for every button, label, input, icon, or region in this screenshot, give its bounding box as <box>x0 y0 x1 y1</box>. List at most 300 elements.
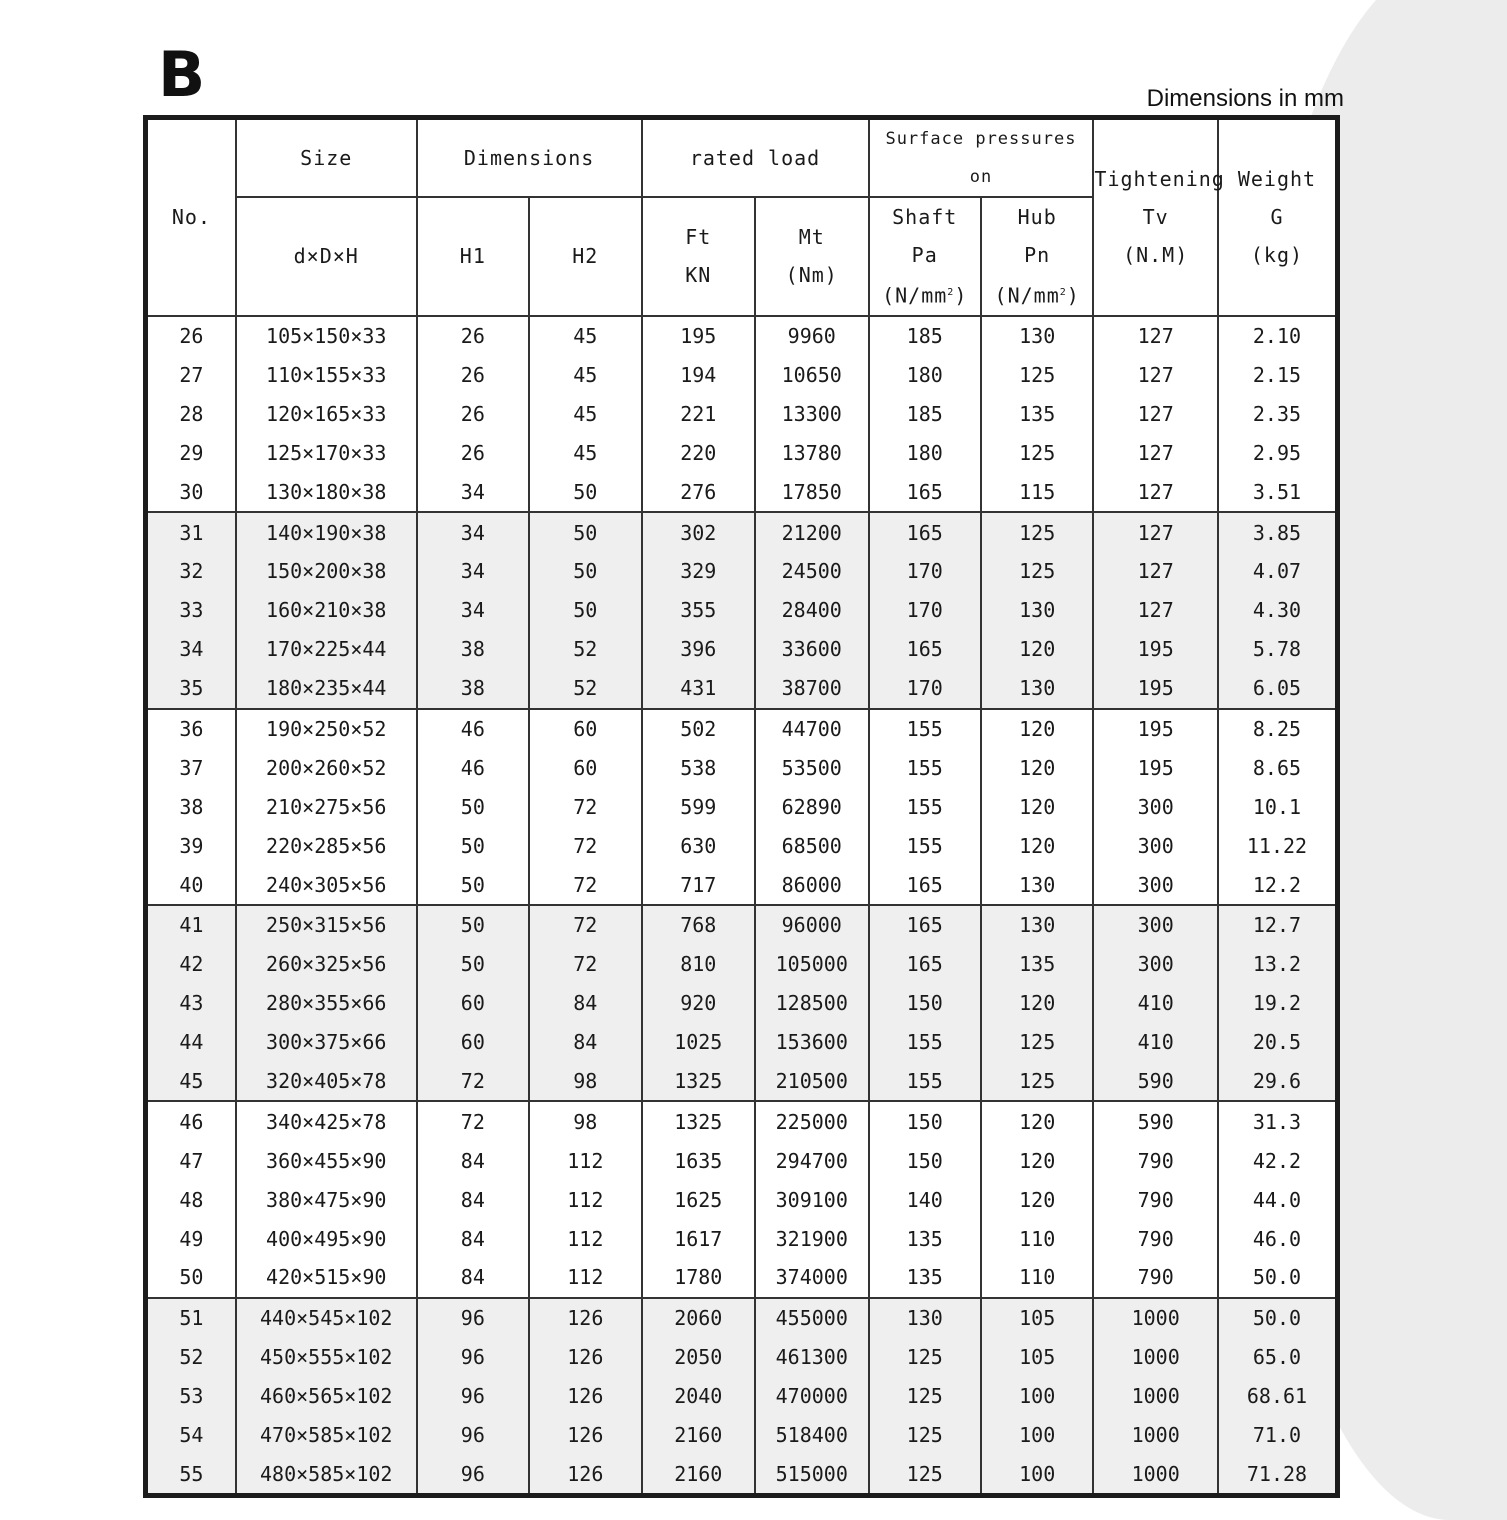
cell-no: 32 <box>146 552 236 591</box>
table-row <box>146 552 1338 591</box>
cell-h1: 34 <box>417 552 529 591</box>
cell-ft: 276 <box>642 472 755 512</box>
cell-pa: 185 <box>869 316 981 356</box>
cell-no: 44 <box>146 1023 236 1062</box>
cell-ft: 220 <box>642 433 755 472</box>
cell-pa: 155 <box>869 709 981 749</box>
table-row <box>146 865 1338 905</box>
cell-pn: 120 <box>981 748 1093 787</box>
cell-h2: 50 <box>529 591 641 630</box>
cell-size: 105×150×33 <box>236 316 417 356</box>
cell-no: 45 <box>146 1062 236 1102</box>
cell-pn: 120 <box>981 1180 1093 1219</box>
table-row <box>146 984 1338 1023</box>
cell-h1: 50 <box>417 787 529 826</box>
table-row <box>146 630 1338 669</box>
section-letter: B <box>158 38 206 111</box>
cell-pn: 120 <box>981 1141 1093 1180</box>
cell-h2: 72 <box>529 865 641 905</box>
cell-g: 11.22 <box>1218 826 1338 865</box>
cell-h2: 45 <box>529 316 641 356</box>
cell-h2: 60 <box>529 709 641 749</box>
cell-h1: 26 <box>417 394 529 433</box>
cell-pa: 165 <box>869 905 981 945</box>
cell-size: 125×170×33 <box>236 433 417 472</box>
cell-h1: 46 <box>417 709 529 749</box>
cell-no: 51 <box>146 1298 236 1338</box>
cell-pn: 110 <box>981 1258 1093 1298</box>
cell-tv: 790 <box>1093 1141 1218 1180</box>
cell-mt: 105000 <box>755 945 868 984</box>
cell-tv: 790 <box>1093 1219 1218 1258</box>
col-dimensions: Dimensions <box>417 118 642 198</box>
cell-h1: 26 <box>417 316 529 356</box>
cell-size: 400×495×90 <box>236 1219 417 1258</box>
cell-mt: 128500 <box>755 984 868 1023</box>
cell-h1: 84 <box>417 1141 529 1180</box>
cell-ft: 1780 <box>642 1258 755 1298</box>
cell-size: 470×585×102 <box>236 1416 417 1455</box>
cell-pa: 170 <box>869 669 981 709</box>
cell-ft: 329 <box>642 552 755 591</box>
col-size: Size <box>236 118 417 198</box>
cell-tv: 300 <box>1093 865 1218 905</box>
cell-g: 50.0 <box>1218 1258 1338 1298</box>
cell-size: 480×585×102 <box>236 1454 417 1495</box>
cell-g: 3.51 <box>1218 472 1338 512</box>
cell-mt: 294700 <box>755 1141 868 1180</box>
cell-tv: 195 <box>1093 709 1218 749</box>
table-row <box>146 1454 1338 1495</box>
col-size-unit: d×D×H <box>236 197 417 316</box>
cell-g: 31.3 <box>1218 1101 1338 1141</box>
cell-pn: 125 <box>981 1062 1093 1102</box>
cell-ft: 1025 <box>642 1023 755 1062</box>
cell-ft: 195 <box>642 316 755 356</box>
cell-no: 29 <box>146 433 236 472</box>
cell-ft: 221 <box>642 394 755 433</box>
cell-pa: 170 <box>869 591 981 630</box>
cell-g: 65.0 <box>1218 1338 1338 1377</box>
cell-ft: 2060 <box>642 1298 755 1338</box>
cell-no: 46 <box>146 1101 236 1141</box>
table-row <box>146 591 1338 630</box>
cell-mt: 13780 <box>755 433 868 472</box>
cell-h1: 34 <box>417 591 529 630</box>
cell-pa: 180 <box>869 433 981 472</box>
cell-tv: 127 <box>1093 472 1218 512</box>
cell-pn: 135 <box>981 945 1093 984</box>
cell-h2: 72 <box>529 826 641 865</box>
table-row <box>146 1298 1338 1338</box>
cell-h2: 72 <box>529 787 641 826</box>
cell-mt: 455000 <box>755 1298 868 1338</box>
cell-size: 320×405×78 <box>236 1062 417 1102</box>
spec-table <box>143 115 1340 1498</box>
cell-mt: 374000 <box>755 1258 868 1298</box>
cell-pn: 120 <box>981 1101 1093 1141</box>
cell-g: 20.5 <box>1218 1023 1338 1062</box>
cell-ft: 1617 <box>642 1219 755 1258</box>
cell-g: 29.6 <box>1218 1062 1338 1102</box>
cell-pa: 135 <box>869 1219 981 1258</box>
cell-no: 30 <box>146 472 236 512</box>
cell-h1: 60 <box>417 984 529 1023</box>
table-row <box>146 433 1338 472</box>
cell-mt: 518400 <box>755 1416 868 1455</box>
cell-tv: 790 <box>1093 1180 1218 1219</box>
cell-pa: 135 <box>869 1258 981 1298</box>
cell-ft: 630 <box>642 826 755 865</box>
cell-pn: 120 <box>981 984 1093 1023</box>
cell-mt: 515000 <box>755 1454 868 1495</box>
cell-ft: 502 <box>642 709 755 749</box>
cell-mt: 17850 <box>755 472 868 512</box>
cell-pn: 125 <box>981 552 1093 591</box>
cell-h1: 96 <box>417 1298 529 1338</box>
cell-no: 43 <box>146 984 236 1023</box>
cell-no: 50 <box>146 1258 236 1298</box>
cell-h2: 52 <box>529 630 641 669</box>
cell-ft: 717 <box>642 865 755 905</box>
cell-no: 38 <box>146 787 236 826</box>
col-mt: Mt (Nm) <box>755 197 868 316</box>
cell-pn: 130 <box>981 316 1093 356</box>
col-rated-load: rated load <box>642 118 869 198</box>
cell-size: 130×180×38 <box>236 472 417 512</box>
cell-pa: 155 <box>869 826 981 865</box>
cell-g: 46.0 <box>1218 1219 1338 1258</box>
cell-size: 140×190×38 <box>236 512 417 552</box>
cell-pa: 125 <box>869 1454 981 1495</box>
cell-mt: 10650 <box>755 356 868 395</box>
cell-pn: 130 <box>981 591 1093 630</box>
cell-mt: 86000 <box>755 865 868 905</box>
cell-no: 42 <box>146 945 236 984</box>
cell-ft: 1635 <box>642 1141 755 1180</box>
cell-pa: 125 <box>869 1416 981 1455</box>
cell-h1: 96 <box>417 1416 529 1455</box>
cell-ft: 2160 <box>642 1416 755 1455</box>
col-no: No. <box>146 118 236 316</box>
cell-mt: 24500 <box>755 552 868 591</box>
cell-mt: 68500 <box>755 826 868 865</box>
cell-size: 420×515×90 <box>236 1258 417 1298</box>
cell-h2: 98 <box>529 1062 641 1102</box>
cell-h2: 112 <box>529 1258 641 1298</box>
cell-g: 4.07 <box>1218 552 1338 591</box>
cell-g: 68.61 <box>1218 1377 1338 1416</box>
cell-h1: 50 <box>417 945 529 984</box>
cell-mt: 225000 <box>755 1101 868 1141</box>
cell-h2: 84 <box>529 984 641 1023</box>
cell-pn: 120 <box>981 826 1093 865</box>
units-note: Dimensions in mm <box>1146 85 1344 112</box>
cell-no: 37 <box>146 748 236 787</box>
cell-no: 52 <box>146 1338 236 1377</box>
cell-mt: 461300 <box>755 1338 868 1377</box>
cell-g: 3.85 <box>1218 512 1338 552</box>
table-row <box>146 787 1338 826</box>
cell-ft: 810 <box>642 945 755 984</box>
cell-size: 300×375×66 <box>236 1023 417 1062</box>
cell-g: 5.78 <box>1218 630 1338 669</box>
table-header <box>146 118 1338 316</box>
table-row <box>146 1258 1338 1298</box>
table-row <box>146 512 1338 552</box>
cell-no: 31 <box>146 512 236 552</box>
cell-no: 40 <box>146 865 236 905</box>
cell-ft: 1625 <box>642 1180 755 1219</box>
cell-h2: 72 <box>529 905 641 945</box>
table-row <box>146 1141 1338 1180</box>
col-h1: H1 <box>417 197 529 316</box>
cell-tv: 590 <box>1093 1062 1218 1102</box>
cell-h1: 96 <box>417 1377 529 1416</box>
cell-h1: 38 <box>417 669 529 709</box>
cell-mt: 470000 <box>755 1377 868 1416</box>
cell-tv: 410 <box>1093 1023 1218 1062</box>
cell-tv: 127 <box>1093 552 1218 591</box>
table-row <box>146 356 1338 395</box>
cell-mt: 96000 <box>755 905 868 945</box>
cell-g: 2.35 <box>1218 394 1338 433</box>
cell-h2: 112 <box>529 1141 641 1180</box>
table-row <box>146 1219 1338 1258</box>
cell-size: 160×210×38 <box>236 591 417 630</box>
cell-h2: 126 <box>529 1298 641 1338</box>
cell-h2: 50 <box>529 472 641 512</box>
cell-mt: 153600 <box>755 1023 868 1062</box>
cell-h2: 126 <box>529 1416 641 1455</box>
cell-h1: 84 <box>417 1180 529 1219</box>
cell-ft: 2160 <box>642 1454 755 1495</box>
cell-pa: 150 <box>869 984 981 1023</box>
cell-pa: 125 <box>869 1338 981 1377</box>
cell-g: 8.25 <box>1218 709 1338 749</box>
cell-pn: 120 <box>981 709 1093 749</box>
col-weight: Weight G (kg) <box>1218 118 1338 316</box>
cell-no: 27 <box>146 356 236 395</box>
cell-tv: 300 <box>1093 905 1218 945</box>
cell-h2: 50 <box>529 512 641 552</box>
cell-pa: 165 <box>869 630 981 669</box>
cell-pn: 105 <box>981 1298 1093 1338</box>
cell-tv: 1000 <box>1093 1416 1218 1455</box>
cell-pa: 165 <box>869 512 981 552</box>
table-row <box>146 1377 1338 1416</box>
cell-pa: 170 <box>869 552 981 591</box>
cell-tv: 195 <box>1093 748 1218 787</box>
cell-h1: 72 <box>417 1062 529 1102</box>
cell-no: 35 <box>146 669 236 709</box>
cell-h2: 126 <box>529 1377 641 1416</box>
cell-h1: 46 <box>417 748 529 787</box>
cell-pn: 100 <box>981 1416 1093 1455</box>
cell-h1: 34 <box>417 512 529 552</box>
cell-tv: 1000 <box>1093 1377 1218 1416</box>
cell-mt: 62890 <box>755 787 868 826</box>
cell-no: 49 <box>146 1219 236 1258</box>
cell-mt: 13300 <box>755 394 868 433</box>
table-row <box>146 826 1338 865</box>
cell-ft: 599 <box>642 787 755 826</box>
cell-h2: 50 <box>529 552 641 591</box>
cell-pn: 120 <box>981 630 1093 669</box>
cell-h1: 34 <box>417 472 529 512</box>
cell-h2: 126 <box>529 1454 641 1495</box>
cell-ft: 1325 <box>642 1062 755 1102</box>
cell-h1: 26 <box>417 433 529 472</box>
table-row <box>146 1416 1338 1455</box>
cell-g: 2.95 <box>1218 433 1338 472</box>
cell-h1: 50 <box>417 826 529 865</box>
cell-size: 180×235×44 <box>236 669 417 709</box>
cell-no: 28 <box>146 394 236 433</box>
cell-h1: 84 <box>417 1258 529 1298</box>
cell-mt: 321900 <box>755 1219 868 1258</box>
cell-no: 41 <box>146 905 236 945</box>
cell-mt: 53500 <box>755 748 868 787</box>
cell-g: 44.0 <box>1218 1180 1338 1219</box>
cell-h1: 50 <box>417 865 529 905</box>
table-row <box>146 1180 1338 1219</box>
cell-ft: 768 <box>642 905 755 945</box>
cell-tv: 195 <box>1093 669 1218 709</box>
cell-ft: 396 <box>642 630 755 669</box>
cell-h2: 126 <box>529 1338 641 1377</box>
cell-no: 26 <box>146 316 236 356</box>
cell-pn: 135 <box>981 394 1093 433</box>
cell-size: 120×165×33 <box>236 394 417 433</box>
cell-no: 54 <box>146 1416 236 1455</box>
cell-pn: 130 <box>981 669 1093 709</box>
cell-no: 55 <box>146 1454 236 1495</box>
cell-ft: 538 <box>642 748 755 787</box>
table-row <box>146 945 1338 984</box>
cell-size: 360×455×90 <box>236 1141 417 1180</box>
cell-g: 71.0 <box>1218 1416 1338 1455</box>
cell-mt: 21200 <box>755 512 868 552</box>
cell-h2: 112 <box>529 1180 641 1219</box>
table-row <box>146 1062 1338 1102</box>
cell-pa: 155 <box>869 1062 981 1102</box>
cell-tv: 1000 <box>1093 1338 1218 1377</box>
cell-g: 8.65 <box>1218 748 1338 787</box>
cell-mt: 33600 <box>755 630 868 669</box>
cell-g: 42.2 <box>1218 1141 1338 1180</box>
cell-no: 53 <box>146 1377 236 1416</box>
cell-h2: 72 <box>529 945 641 984</box>
cell-h2: 112 <box>529 1219 641 1258</box>
cell-mt: 210500 <box>755 1062 868 1102</box>
cell-h1: 96 <box>417 1338 529 1377</box>
cell-tv: 127 <box>1093 591 1218 630</box>
cell-g: 2.10 <box>1218 316 1338 356</box>
cell-tv: 195 <box>1093 630 1218 669</box>
cell-h2: 52 <box>529 669 641 709</box>
cell-h1: 72 <box>417 1101 529 1141</box>
col-shaft: Shaft Pa $(N/mm^2)$ <box>869 197 981 316</box>
cell-g: 6.05 <box>1218 669 1338 709</box>
cell-size: 110×155×33 <box>236 356 417 395</box>
cell-mt: 28400 <box>755 591 868 630</box>
cell-tv: 300 <box>1093 945 1218 984</box>
table-row <box>146 1101 1338 1141</box>
cell-tv: 127 <box>1093 356 1218 395</box>
cell-g: 12.2 <box>1218 865 1338 905</box>
cell-size: 280×355×66 <box>236 984 417 1023</box>
cell-tv: 300 <box>1093 787 1218 826</box>
cell-pn: 130 <box>981 865 1093 905</box>
cell-ft: 2040 <box>642 1377 755 1416</box>
cell-mt: 9960 <box>755 316 868 356</box>
cell-g: 4.30 <box>1218 591 1338 630</box>
cell-size: 440×545×102 <box>236 1298 417 1338</box>
cell-size: 240×305×56 <box>236 865 417 905</box>
cell-ft: 302 <box>642 512 755 552</box>
cell-pa: 180 <box>869 356 981 395</box>
col-h2: H2 <box>529 197 641 316</box>
cell-ft: 920 <box>642 984 755 1023</box>
cell-ft: 2050 <box>642 1338 755 1377</box>
cell-no: 36 <box>146 709 236 749</box>
table-row <box>146 316 1338 356</box>
cell-ft: 355 <box>642 591 755 630</box>
cell-pa: 165 <box>869 945 981 984</box>
cell-pn: 100 <box>981 1454 1093 1495</box>
cell-pa: 130 <box>869 1298 981 1338</box>
cell-ft: 1325 <box>642 1101 755 1141</box>
cell-tv: 790 <box>1093 1258 1218 1298</box>
cell-pa: 185 <box>869 394 981 433</box>
cell-no: 34 <box>146 630 236 669</box>
cell-size: 150×200×38 <box>236 552 417 591</box>
cell-h2: 45 <box>529 433 641 472</box>
cell-size: 210×275×56 <box>236 787 417 826</box>
cell-h1: 84 <box>417 1219 529 1258</box>
cell-pa: 155 <box>869 1023 981 1062</box>
cell-pn: 100 <box>981 1377 1093 1416</box>
cell-tv: 127 <box>1093 394 1218 433</box>
cell-no: 48 <box>146 1180 236 1219</box>
table-row <box>146 1023 1338 1062</box>
cell-ft: 194 <box>642 356 755 395</box>
cell-tv: 300 <box>1093 826 1218 865</box>
cell-g: 13.2 <box>1218 945 1338 984</box>
cell-g: 12.7 <box>1218 905 1338 945</box>
cell-size: 460×565×102 <box>236 1377 417 1416</box>
cell-mt: 44700 <box>755 709 868 749</box>
cell-size: 340×425×78 <box>236 1101 417 1141</box>
cell-size: 190×250×52 <box>236 709 417 749</box>
col-hub: Hub Pn $(N/mm^2)$ <box>981 197 1093 316</box>
cell-ft: 431 <box>642 669 755 709</box>
cell-size: 260×325×56 <box>236 945 417 984</box>
cell-h1: 26 <box>417 356 529 395</box>
cell-pn: 110 <box>981 1219 1093 1258</box>
table-row <box>146 1338 1338 1377</box>
cell-size: 170×225×44 <box>236 630 417 669</box>
cell-no: 47 <box>146 1141 236 1180</box>
cell-h2: 84 <box>529 1023 641 1062</box>
table-row <box>146 669 1338 709</box>
cell-pn: 125 <box>981 1023 1093 1062</box>
cell-h1: 60 <box>417 1023 529 1062</box>
table-row <box>146 905 1338 945</box>
cell-no: 39 <box>146 826 236 865</box>
cell-h1: 96 <box>417 1454 529 1495</box>
